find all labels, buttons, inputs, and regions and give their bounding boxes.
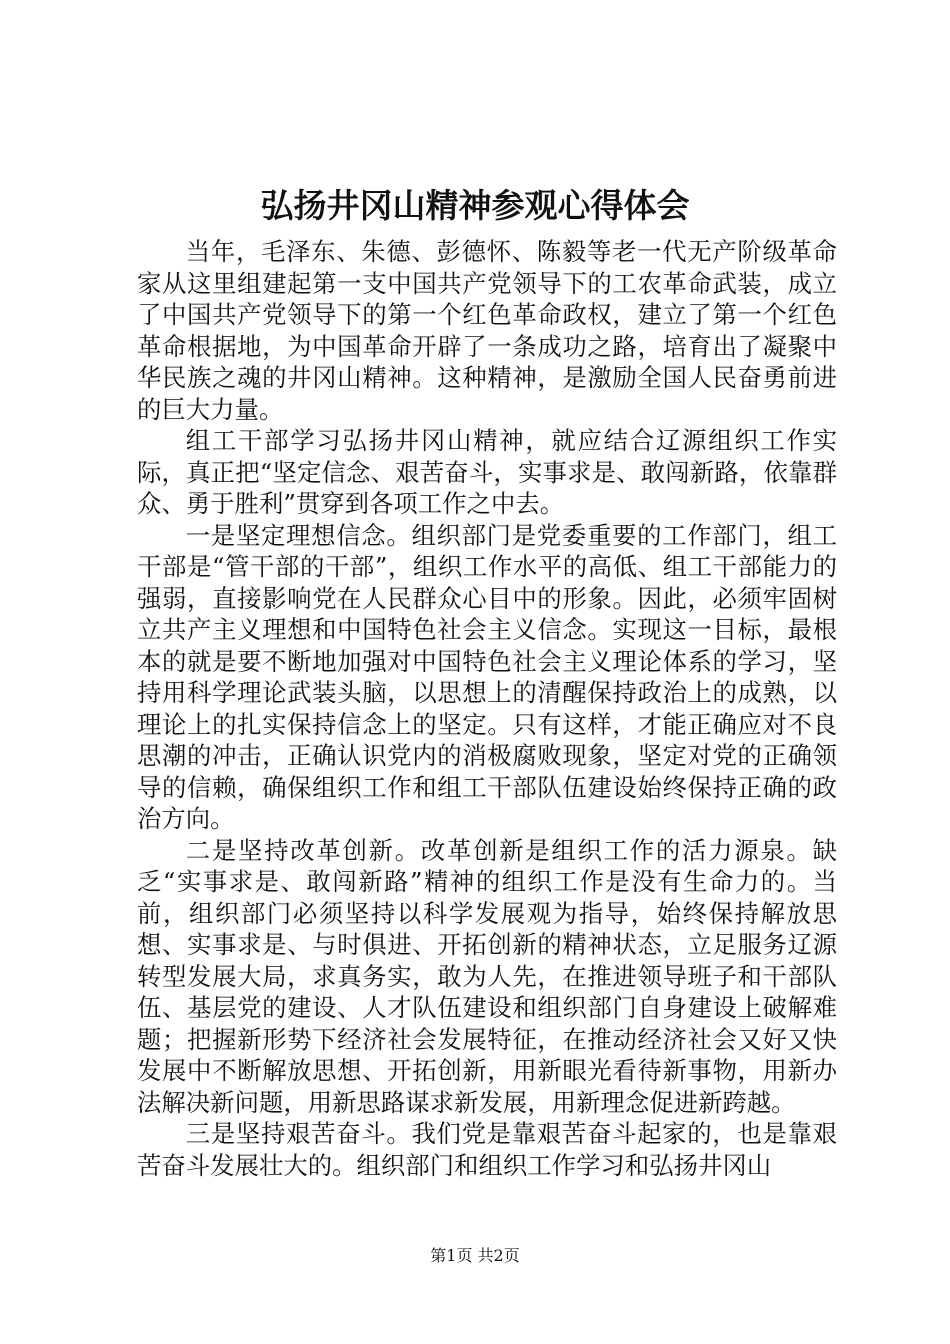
paragraph-4: 二是坚持改革创新。改革创新是组织工作的活力源泉。缺乏“实事求是、敢闯新路”精神的组织工作是没有生命力的。当前，组织部门必须坚持以科学发展观为指导，始终保持解放思想、实事求是、与时俱进、开拓创新的精神状态，立足服务辽源转型发展大局，求真务实，敢为人先，在推进领导班子和干部队伍、基层党的建设、人才队伍建设和组织部门自身建设上破解难题；把握新形势下经济社会发展特征，在推动经济社会又好又快发展中不断解放思想、开拓创新，用新眼光看待新事物，用新办法解决新问题，用新思路谋求新发展，用新理念促进新跨越。 — [137, 835, 837, 1117]
document-title: 弘扬井冈山精神参观心得体会 — [260, 186, 690, 225]
document-body — [137, 236, 837, 1181]
paragraph-5: 三是坚持艰苦奋斗。我们党是靠艰苦奋斗起家的，也是靠艰苦奋斗发展壮大的。组织部门和组织工作学习和弘扬井冈山 — [137, 1119, 837, 1180]
paragraph-2: 组工干部学习弘扬井冈山精神，就应结合辽源组织工作实际，真正把“坚定信念、艰苦奋斗，实事求是、敢闯新路，依靠群众、勇于胜利”贯穿到各项工作之中去。 — [137, 426, 837, 518]
paragraph-1: 当年，毛泽东、朱德、彭德怀、陈毅等老一代无产阶级革命家从这里组建起第一支中国共产党领导下的工农革命武装，成立了中国共产党领导下的第一个红色革命政权，建立了第一个红色革命根据地，为中国革命开辟了一条成功之路，培育出了凝聚中华民族之魂的井冈山精神。这种精神，是激励全国人民奋勇前进的巨大力量。 — [137, 237, 837, 424]
page-footer: 第1页 共2页 — [430, 1246, 520, 1265]
paragraph-3: 一是坚定理想信念。组织部门是党委重要的工作部门，组工干部是“管干部的干部”，组织工作水平的高低、组工干部能力的强弱，直接影响党在人民群众心目中的形象。因此，必须牢固树立共产主义理想和中国特色社会主义信念。实现这一目标，最根本的就是要不断地加强对中国特色社会主义理论体系的学习，坚持用科学理论武装头脑，以思想上的清醒保持政治上的成熟，以理论上的扎实保持信念上的坚定。只有这样，才能正确应对不良思潮的冲击，正确认识党内的消极腐败现象，坚定对党的正确领导的信赖，确保组织工作和组工干部队伍建设始终保持正确的政治方向。 — [137, 520, 837, 833]
